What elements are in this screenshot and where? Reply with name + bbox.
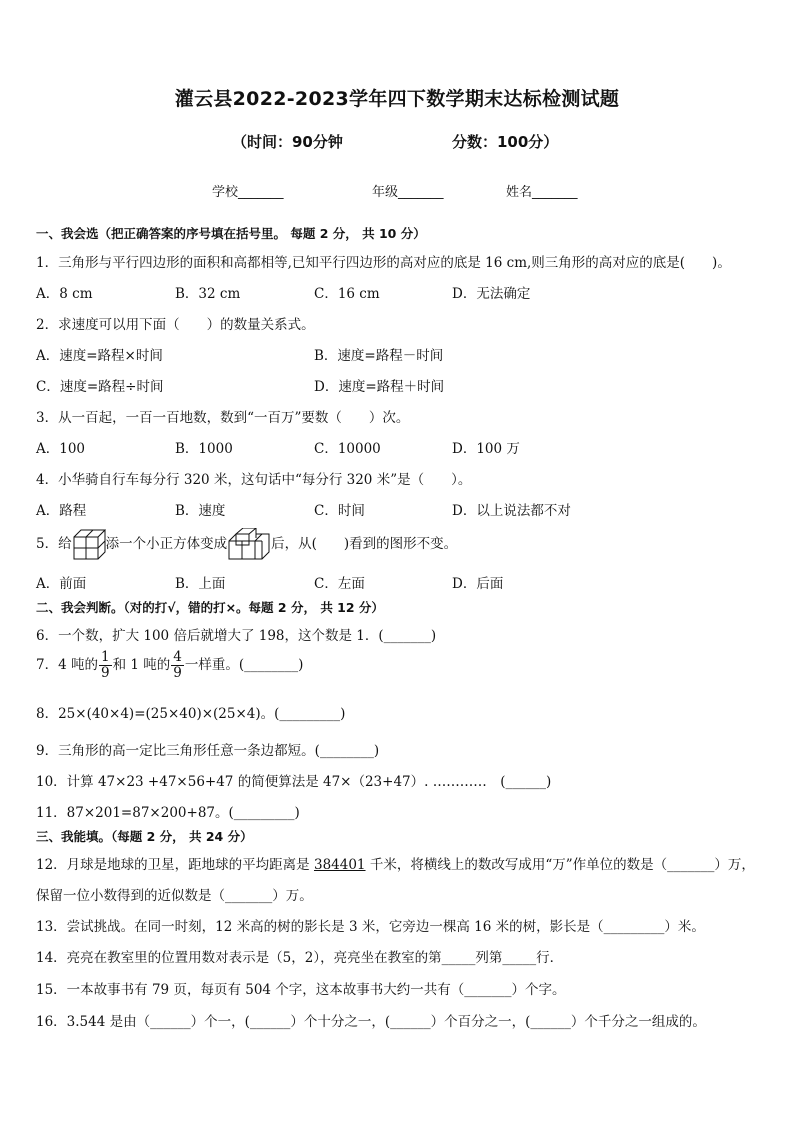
question-1: 1．三角形与平行四边形的面积和高都相等,已知平行四边形的高对应的底是 16 cm,则三角形的高对应的底是( )。 — [36, 255, 731, 271]
question-5 — [36, 525, 457, 563]
question-9: 9．三角形的高一定比三角形任意一条边都短。(________) — [36, 743, 380, 759]
two-cubes-figure — [72, 528, 106, 562]
q2-option-b[interactable]: B．速度=路程－时间 — [314, 348, 444, 364]
fraction-one-ninth — [99, 650, 112, 681]
q5-option-c[interactable]: C．左面 — [314, 576, 365, 592]
q7-text-a: 7．4 吨的 — [36, 657, 98, 673]
q7-text-b: 和 1 吨的 — [112, 657, 171, 673]
q1-option-d[interactable]: D．无法确定 — [452, 286, 531, 302]
question-12 — [36, 853, 755, 873]
q3-option-c[interactable]: C．10000 — [314, 441, 381, 457]
q5-option-d[interactable]: D．后面 — [452, 576, 504, 592]
q12-text-a: 12．月球是地球的卫星，距地球的平均距离是 — [36, 857, 314, 873]
question-2: 2．求速度可以用下面（ ）的数量关系式。 — [36, 317, 315, 333]
q4-option-a[interactable]: A．路程 — [36, 503, 87, 519]
question-15: 15．一本故事书有 79 页，每页有 504 个字，这本故事书大约一共有（_______）个字。 — [36, 982, 566, 998]
question-12-line-2: 保留一位小数得到的近似数是（_______）万。 — [36, 888, 313, 904]
fraction-numerator: 1 — [100, 649, 110, 665]
q7-text-c: 一样重。(________) — [184, 657, 304, 673]
question-13: 13．尝试挑战。在同一时刻，12 米高的树的影长是 3 米，它旁边一棵高 16 米的树，影长是（_________）米。 — [36, 919, 705, 935]
section-1-heading: 一、我会选（把正确答案的序号填在括号里。 每题 2 分， 共 10 分） — [36, 226, 426, 241]
q12-underlined-number: 384401 — [313, 857, 366, 873]
exam-time: （时间：90分钟 — [232, 133, 343, 151]
q4-option-b[interactable]: B．速度 — [175, 503, 226, 519]
q3-option-d[interactable]: D．100 万 — [452, 441, 520, 457]
question-14: 14．亮亮在教室里的位置用数对表示是（5，2），亮亮坐在教室的第_____列第_____行． — [36, 950, 564, 966]
q5-option-b[interactable]: B．上面 — [175, 576, 226, 592]
fraction-numerator: 4 — [173, 649, 182, 665]
q1-option-b[interactable]: B．32 cm — [175, 286, 241, 302]
q2-option-a[interactable]: A．速度=路程×时间 — [36, 348, 163, 364]
section-3-heading: 三、我能填。（每题 2 分， 共 24 分） — [36, 829, 253, 844]
school-field[interactable]: 学校_______ — [212, 185, 284, 200]
question-16: 16．3.544 是由（______）个一，(______）个十分之一，(______）个百分之一，(______）个千分之一组成的。 — [36, 1014, 706, 1030]
q2-option-c[interactable]: C．速度=路程÷时间 — [36, 379, 164, 395]
page-title: 灌云县2022-2023学年四下数学期末达标检测试题 — [174, 88, 620, 110]
q2-option-d[interactable]: D．速度=路程＋时间 — [314, 379, 445, 395]
q5-middle: 添一个小正方体变成 — [105, 536, 228, 552]
q3-option-b[interactable]: B．1000 — [175, 441, 233, 457]
question-7 — [36, 650, 303, 681]
grade-field[interactable]: 年级_______ — [372, 185, 444, 200]
q4-option-d[interactable]: D．以上说法都不对 — [452, 503, 571, 519]
q5-option-a[interactable]: A．前面 — [36, 576, 87, 592]
q1-option-a[interactable]: A．8 cm — [36, 286, 93, 302]
three-cubes-figure — [227, 528, 271, 562]
section-2-heading: 二、我会判断。（对的打√，错的打×。每题 2 分， 共 12 分） — [36, 600, 384, 615]
fraction-denominator: 9 — [173, 665, 182, 681]
exam-score: 分数：100分） — [452, 133, 559, 151]
q5-suffix: 后，从( )看到的图形不变。 — [271, 536, 458, 552]
question-6: 6．一个数，扩大 100 倍后就增大了 198，这个数是 1．(_______) — [36, 628, 437, 644]
name-field[interactable]: 姓名_______ — [506, 185, 578, 200]
q1-option-c[interactable]: C．16 cm — [314, 286, 380, 302]
question-11: 11．87×201=87×200+87。(_________) — [36, 805, 300, 821]
q3-option-a[interactable]: A．100 — [36, 441, 86, 457]
question-3: 3．从一百起，一百一百地数，数到“一百万”要数（ ）次。 — [36, 410, 410, 426]
q12-text-b: 千米，将横线上的数改写成用“万”作单位的数是（_______）万， — [365, 857, 755, 873]
fraction-four-ninths — [171, 650, 184, 681]
question-8: 8．25×(40×4)=(25×40)×(25×4)。(_________) — [36, 706, 346, 722]
fraction-denominator: 9 — [100, 665, 110, 681]
q5-prefix: 5．给 — [36, 536, 72, 552]
question-10: 10．计算 47×23 +47×56+47 的简便算法是 47×（23+47）. ………… (______) — [36, 774, 552, 790]
question-4: 4．小华骑自行车每分行 320 米，这句话中“每分行 320 米”是（ ）。 — [36, 472, 472, 488]
q4-option-c[interactable]: C．时间 — [314, 503, 365, 519]
